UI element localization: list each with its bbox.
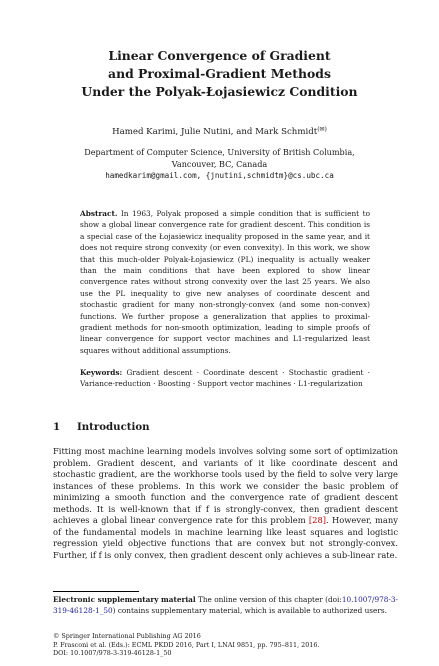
intro-text-part1: Fitting most machine learning models involves solving some sort of optimization problem. Gradient descent, and variants of it like coordinate descent and stochastic gradient, are the workhorse tools used by the field to solve very large instances of these problems. In this work we consider the basic problem of minimizing a smooth function and the convergence rate of gradient descent methods. It is well-known that if f is strongly-convex, then gradient descent achieves a global linear convergence rate for this problem bbox=[53, 446, 398, 525]
affiliation-line: Vancouver, BC, Canada bbox=[171, 158, 268, 169]
author-names: Hamed Karimi, Julie Nutini, and Mark Schmidt bbox=[112, 127, 318, 137]
section-number: 1 bbox=[53, 421, 61, 433]
abstract bbox=[80, 208, 370, 356]
section-heading bbox=[53, 420, 150, 434]
title-line: Linear Convergence of Gradient bbox=[108, 48, 331, 63]
footnote-rule bbox=[53, 591, 139, 592]
title-line: Under the Polyak-Łojasiewicz Condition bbox=[81, 84, 358, 99]
intro-paragraph bbox=[53, 446, 398, 561]
author-list bbox=[0, 124, 439, 138]
author-emails: hamedkarim@gmail.com, {jnutini,schmidtm}@cs.ubc.ca bbox=[105, 171, 334, 180]
abstract-text: In 1963, Polyak proposed a simple condition that is sufficient to show a global linear convergence rate for gradient descent. This condition is a special case of the Łojasiewicz inequality proposed in the same year, and it does not require strong convexity (or even convexity). In this work, we show that this much-older Polyak-Łojasiewicz (PL) inequality is actually weaker than the main conditions that have been explored to show linear convergence rates without strong convexity over the last 25 years. We also use the PL inequality to give new analyses of coordinate descent and stochastic gradient for many non-strongly-convex (and some non-convex) functions. We further propose a generalization that applies to proximal-gradient methods for non-smooth optimization, leading to simple proofs of linear convergence for support vector machines and L1-regularized least squares without additional assumptions. bbox=[80, 209, 370, 355]
copyright-line: © Springer International Publishing AG 2016 bbox=[53, 632, 201, 640]
doi-link[interactable]: 10.1007/978-3-319-46128-1_50 bbox=[53, 595, 398, 615]
abstract-label: Abstract. bbox=[80, 209, 118, 218]
keywords bbox=[80, 367, 370, 390]
footnote-text-part1: The online version of this chapter (doi: bbox=[195, 595, 342, 604]
keywords-text: Gradient descent · Coordinate descent · Stochastic gradient · Variance-reduction · Boosting · Support vector machines · L1-regularization bbox=[80, 368, 370, 389]
copyright-block bbox=[53, 632, 319, 658]
footnote-text-part2: ) contains supplementary material, which is available to authorized users. bbox=[112, 605, 387, 615]
copyright-line: DOI: 10.1007/978-3-319-46128-1_50 bbox=[53, 649, 172, 658]
affiliation bbox=[0, 147, 439, 182]
title-line: and Proximal-Gradient Methods bbox=[108, 66, 331, 81]
affiliation-line: Department of Computer Science, University of British Columbia, bbox=[84, 147, 355, 157]
citation-link[interactable]: [28] bbox=[308, 515, 327, 525]
copyright-line: P. Frasconi et al. (Eds.): ECML PKDD 2016, Part I, LNAI 9851, pp. 795–811, 2016. bbox=[53, 640, 320, 649]
supplementary-footnote bbox=[53, 595, 398, 616]
section-title: Introduction bbox=[77, 421, 150, 433]
footnote-label: Electronic supplementary material bbox=[53, 595, 196, 604]
paper-title bbox=[0, 47, 439, 101]
intro-text-part2: . However, many of the fundamental models in machine learning like least squares and logistic regression yield objective functions that are convex but not strongly-convex. Further, if f is only convex, then gradient descent only achieves a sub-linear rate. bbox=[53, 515, 398, 560]
corresponding-author-marker: (✉) bbox=[317, 126, 327, 133]
keywords-label: Keywords: bbox=[80, 368, 123, 377]
